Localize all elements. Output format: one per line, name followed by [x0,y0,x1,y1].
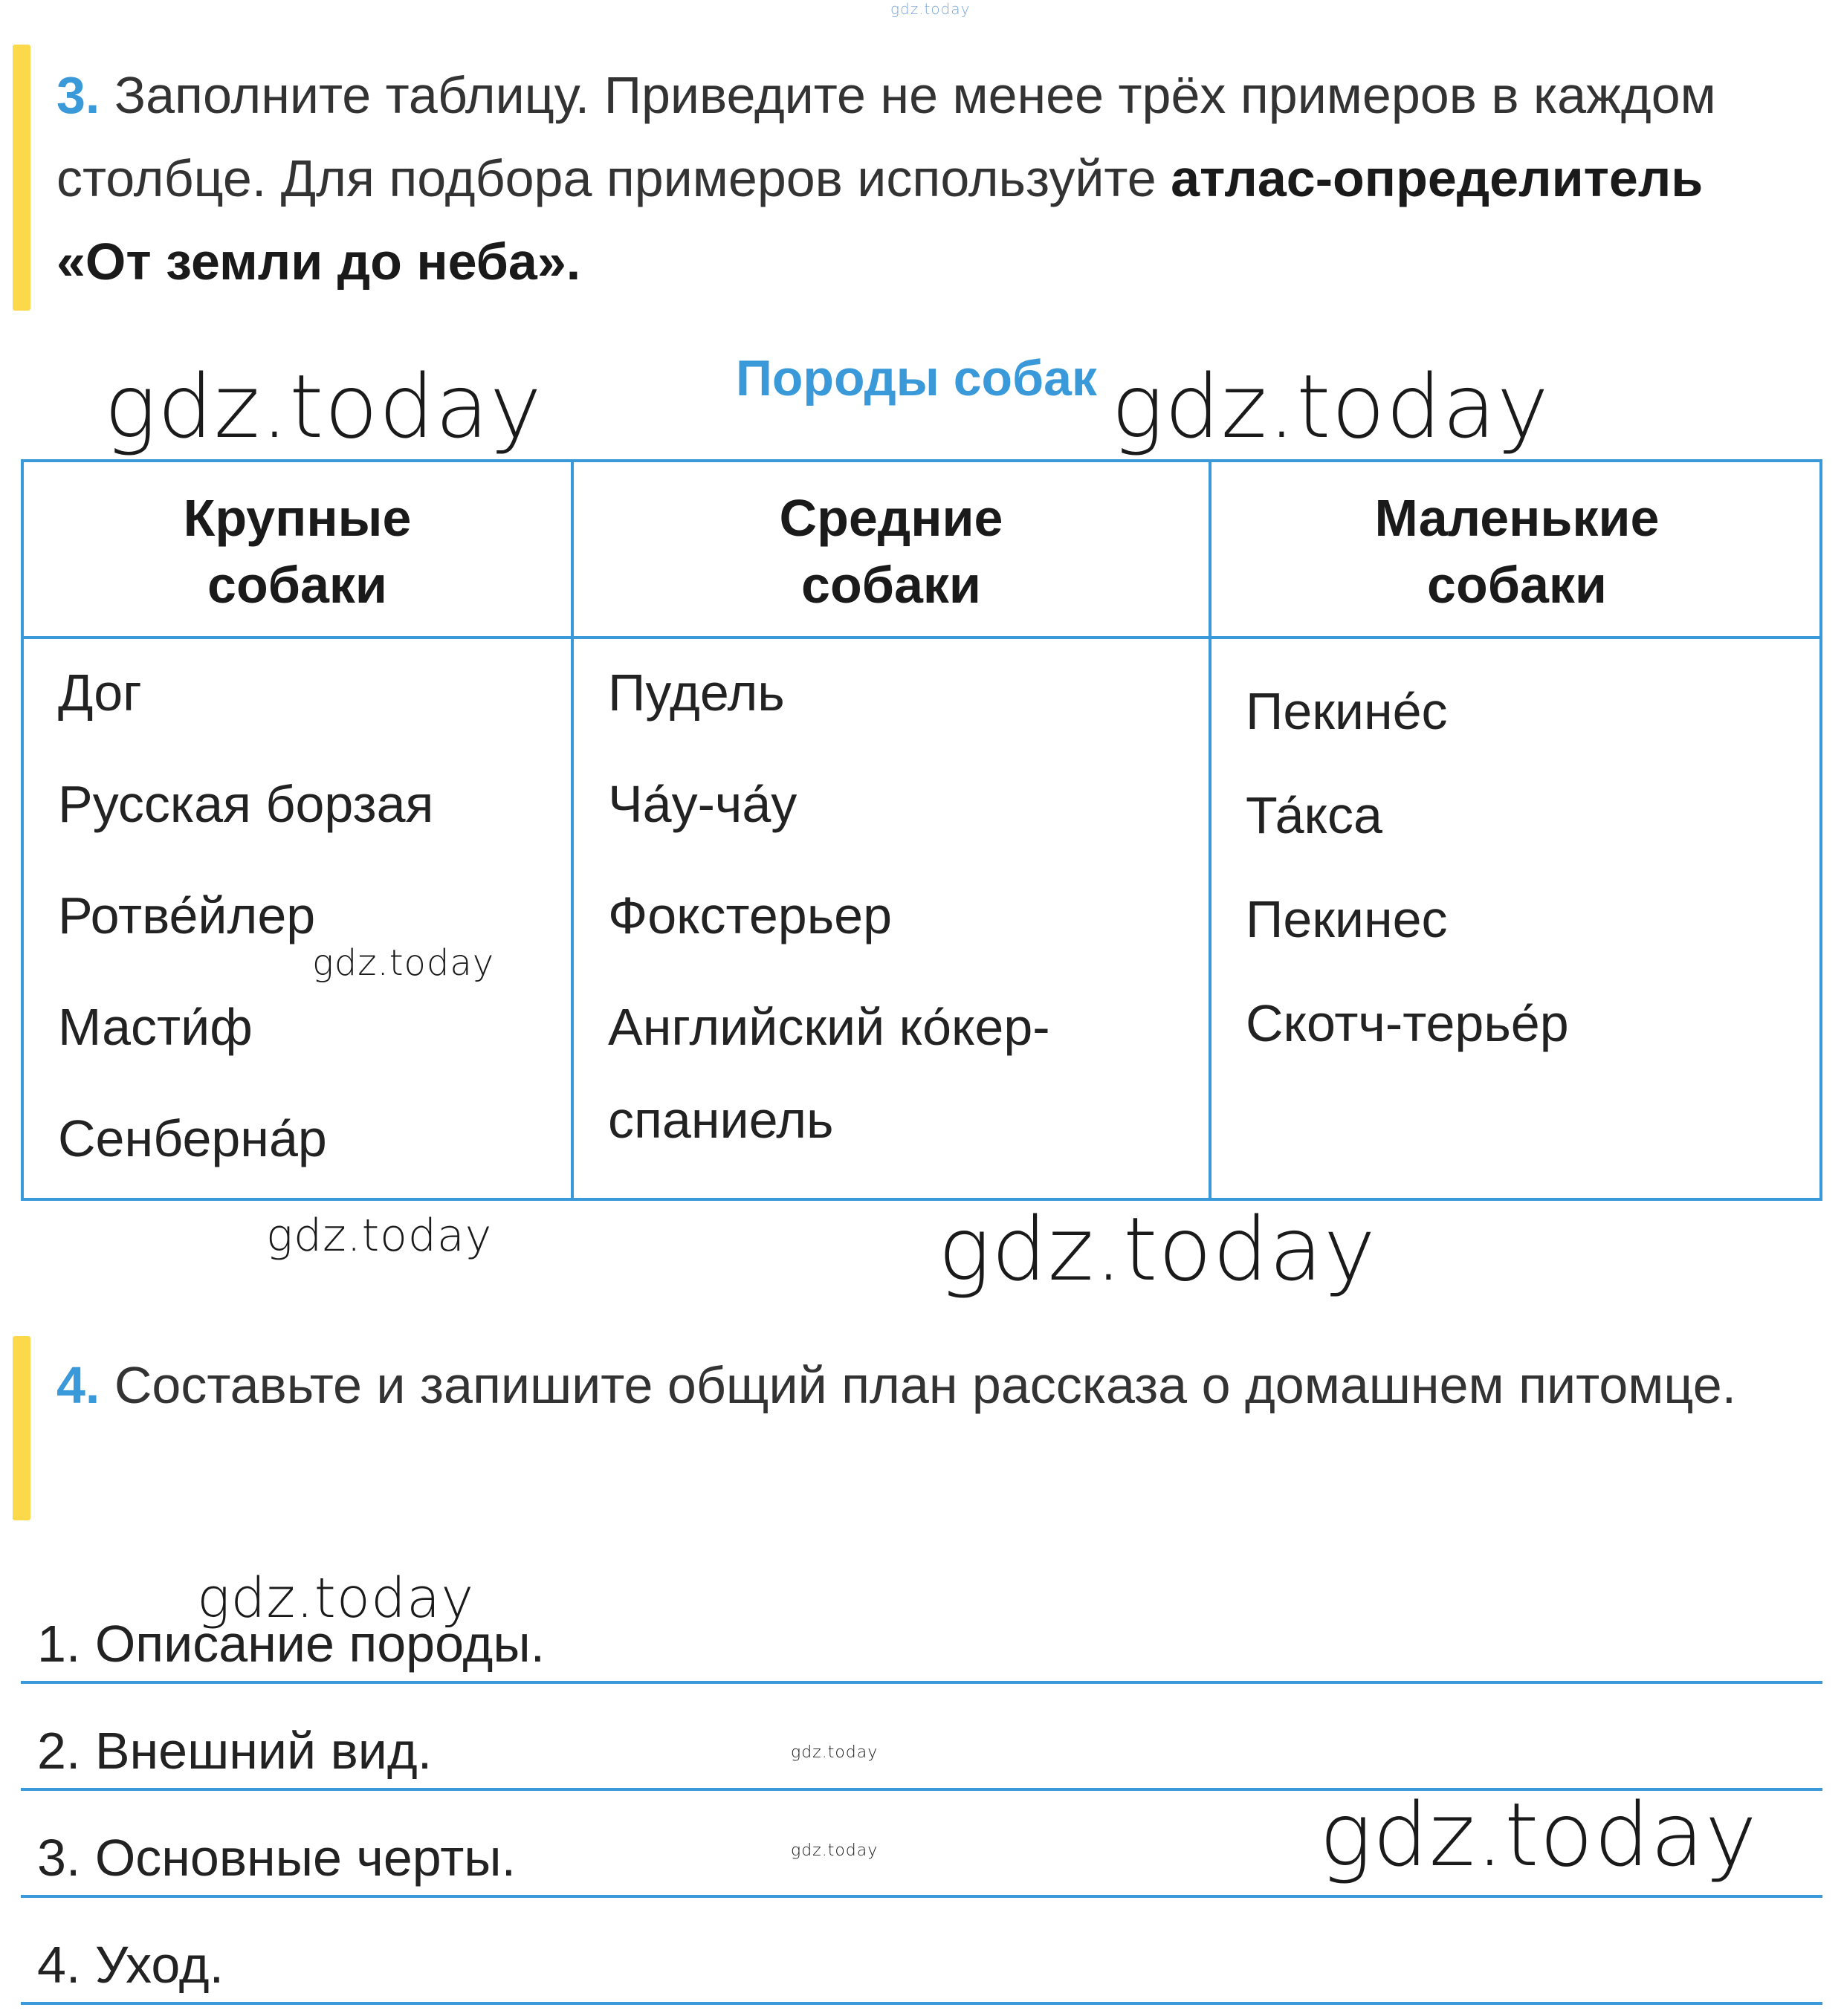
plan-line-2 [21,1684,1822,1791]
list-item: Пекине́с [1246,682,1448,740]
plan-item: 1. Описание породы. [37,1615,546,1673]
column-header-line: собаки [207,556,387,614]
plan-item: 2. Внешний вид. [37,1722,433,1780]
table-header-divider [24,636,1819,639]
column-header-small-dogs [1211,484,1822,618]
watermark-table-small: gdz.today [312,942,495,984]
watermark-below-table-small: gdz.today [266,1210,493,1262]
watermark-plan-large: gdz.today [1319,1783,1758,1886]
plan-item: 3. Основные черты. [37,1829,517,1887]
task-3-text [56,54,1766,303]
watermark-top-tiny: gdz.today [890,0,971,18]
column-header-line: собаки [801,556,981,614]
list-item: Фокстерьер [608,887,893,944]
task-3-atlas-reference: атлас-определитель «От земли до неба». [56,149,1704,291]
plan-line-4 [21,1898,1822,2005]
column-header-line: Крупные [183,489,412,547]
list-item: Английский ко́кер- [608,998,1050,1056]
list-item: Сенберна́р [58,1109,327,1167]
column-header-line: Маленькие [1374,489,1660,547]
column-header-line: собаки [1427,556,1607,614]
list-item: Ротве́йлер [58,887,316,944]
task-4-number: 4. [56,1356,100,1414]
list-item: Пудель [608,664,785,722]
column-header-line: Средние [779,489,1003,547]
list-item: спаниель [608,1091,834,1149]
watermark-plan-tiny-1: gdz.today [791,1743,879,1762]
list-item: Дог [58,664,142,722]
small-dogs-list [1246,678,1569,1094]
task-3-number: 3. [56,66,100,124]
table-caption: Породы собак [736,350,1097,406]
watermark-plan-1: gdz.today [197,1566,475,1630]
dog-breeds-table [21,459,1822,1201]
task-3 [0,45,1844,312]
plan-item: 4. Уход. [37,1936,224,1994]
task-3-marker [13,45,30,311]
column-header-large-dogs [24,484,571,618]
column-header-medium-dogs [574,484,1209,618]
task-3-instruction: Заполните таблицу. Приведите не менее трёх примеров в каждом столбце. Для подбора примеров используйте [56,66,1716,207]
list-item: Ча́у-ча́у [608,775,798,833]
list-item: Скотч-терье́р [1246,994,1569,1052]
task-4 [0,1336,1844,1522]
watermark-plan-tiny-2: gdz.today [791,1841,879,1860]
task-4-instruction: Составьте и запишите общий план рассказа о домашнем питомце. [114,1356,1737,1414]
list-item: Масти́ф [58,998,253,1056]
watermark-caption-left: gdz.today [104,355,543,458]
task-4-text [56,1344,1766,1427]
list-item: Та́кса [1246,786,1382,844]
task-4-marker [13,1336,30,1520]
list-item: Пекинес [1246,890,1448,948]
watermark-below-table-large: gdz.today [938,1198,1376,1300]
large-dogs-list [58,659,433,1216]
list-item: Русская борзая [58,775,434,833]
medium-dogs-list [608,659,1050,1176]
watermark-caption-right: gdz.today [1111,355,1550,458]
